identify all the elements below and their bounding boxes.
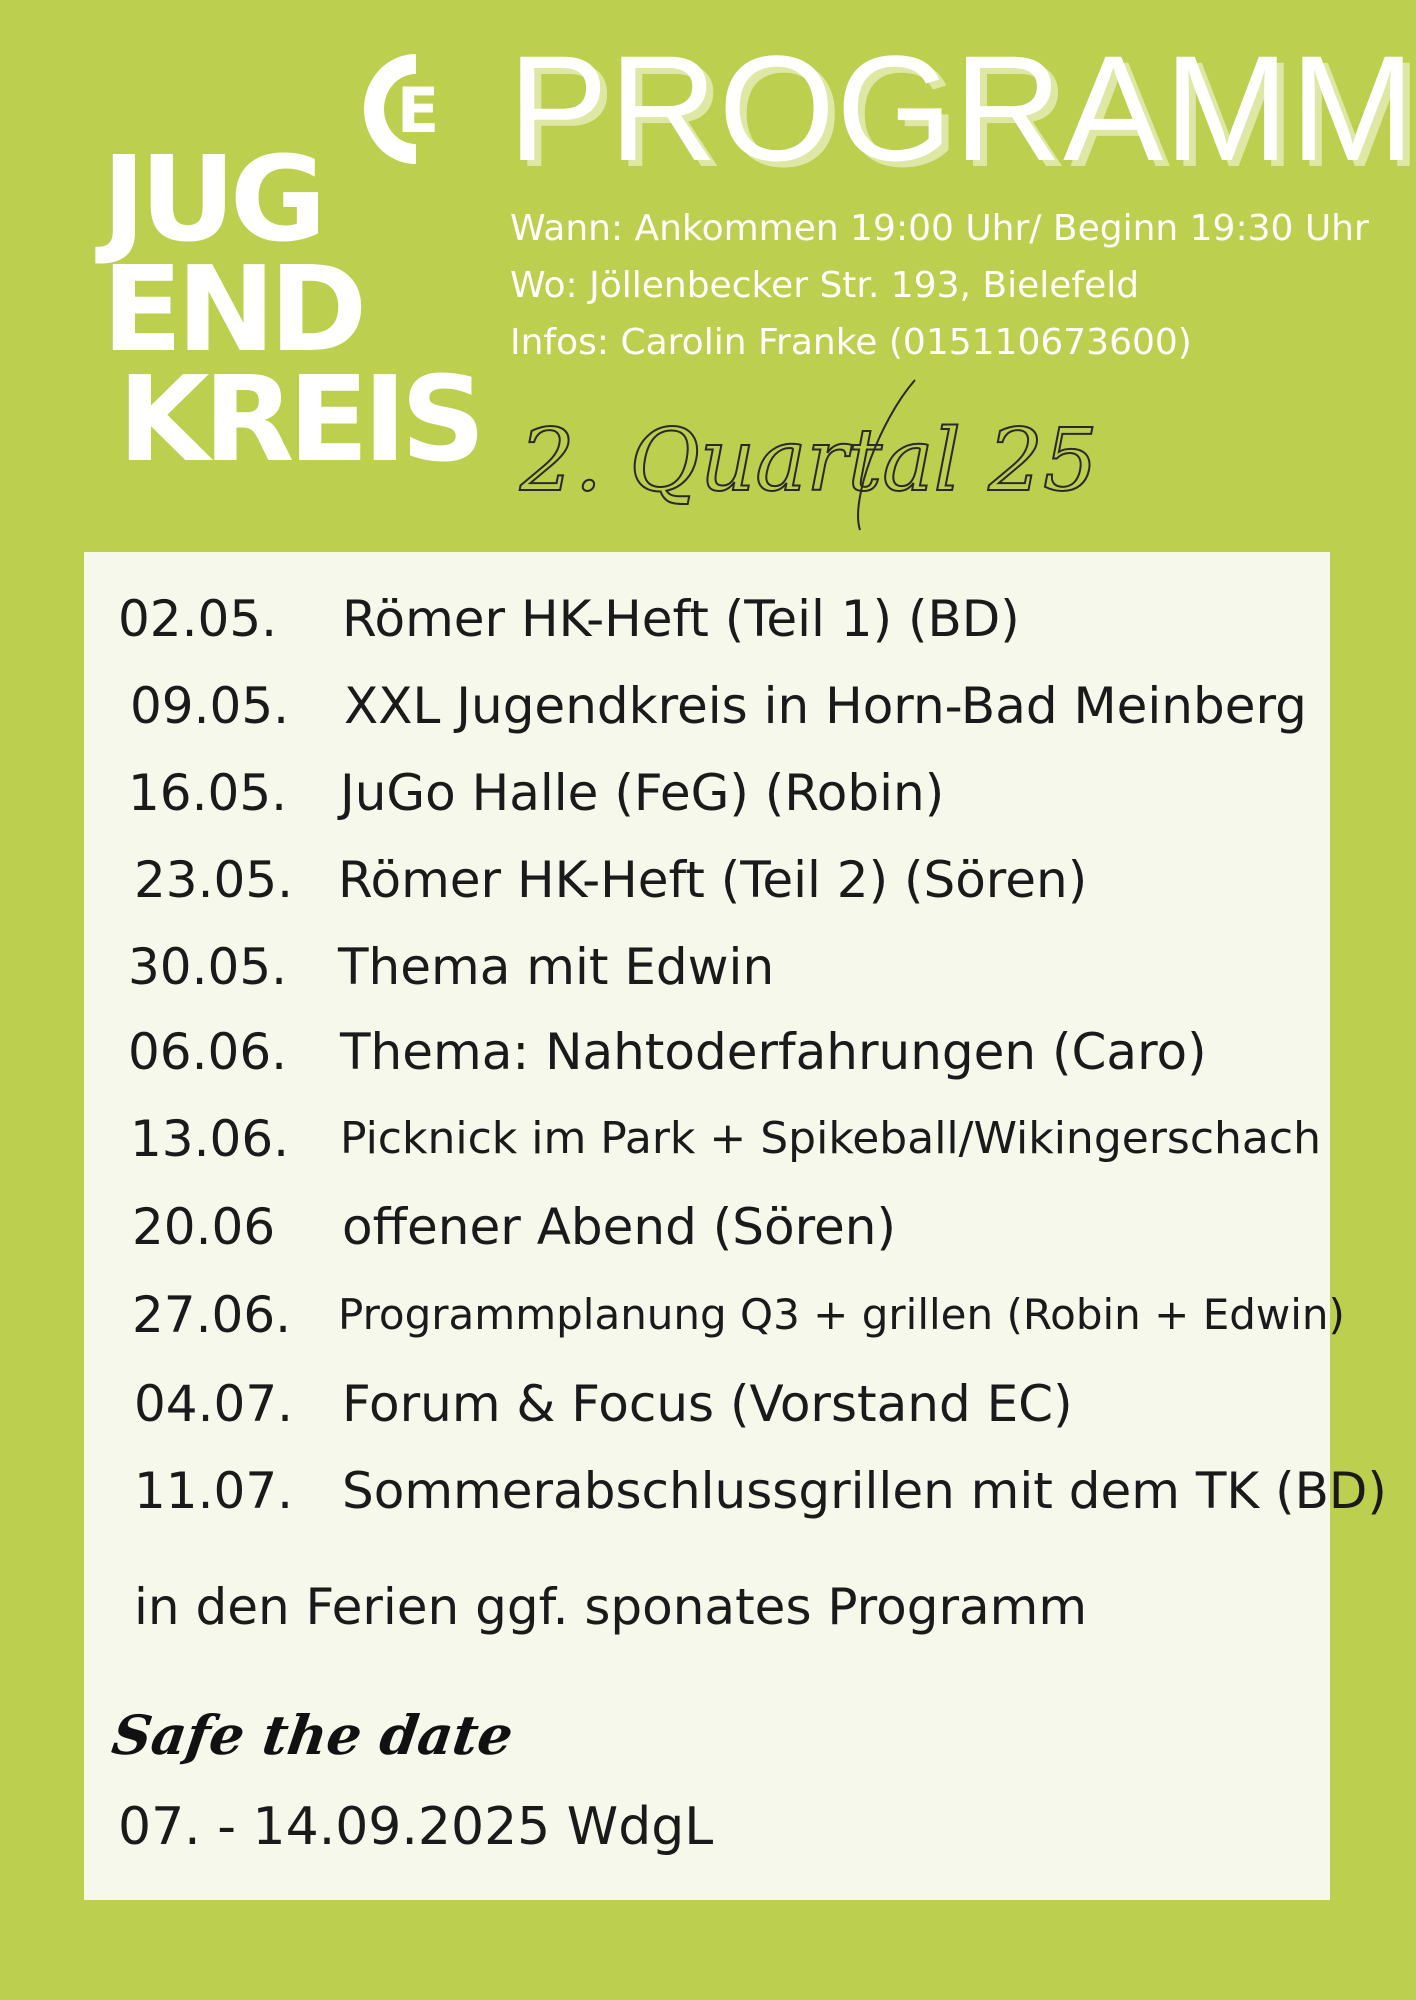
schedule-event: Sommerabschlussgrillen mit dem TK (BD)	[342, 1462, 1387, 1520]
save-the-date-label: Safe the date	[108, 1703, 517, 1767]
schedule-date: 11.07.	[134, 1462, 294, 1520]
brand-line-1: JUG	[102, 130, 321, 268]
save-the-date-heading	[108, 1684, 517, 1784]
schedule-event: Forum & Focus (Vorstand EC)	[342, 1375, 1073, 1433]
schedule-date: 27.06.	[132, 1286, 292, 1344]
schedule-date: 30.05.	[128, 938, 288, 996]
schedule-event: XXL Jugendkreis in Horn-Bad Meinberg	[344, 677, 1307, 735]
schedule-date: 04.07.	[134, 1375, 294, 1433]
event-info	[510, 200, 1369, 371]
schedule-event: Thema: Nahtoderfahrungen (Caro)	[340, 1023, 1207, 1081]
schedule-date: 06.06.	[128, 1023, 288, 1081]
info-when: Wann: Ankommen 19:00 Uhr/ Beginn 19:30 Uhr	[510, 208, 1369, 249]
save-the-date-dates: 07. - 14.09.2025 WdgL	[118, 1797, 714, 1857]
schedule-event: Programmplanung Q3 + grillen (Robin + Edwin)	[338, 1290, 1345, 1339]
schedule-event: Picknick im Park + Spikeball/Wikingerschach	[340, 1113, 1321, 1164]
schedule-date: 09.05.	[130, 677, 290, 735]
schedule-date: 13.06.	[130, 1110, 290, 1168]
schedule-date: 02.05.	[118, 590, 278, 648]
ec-logo-letter: E	[396, 74, 440, 147]
page-title: PROGRAMM	[508, 24, 1416, 192]
schedule-event: Römer HK-Heft (Teil 2) (Sören)	[338, 851, 1088, 909]
ec-logo-icon	[356, 44, 476, 174]
brand-line-3: KREIS	[118, 350, 480, 488]
quarter-text: 2. Quartal 25	[520, 411, 1098, 511]
schedule-event: JuGo Halle (FeG) (Robin)	[340, 764, 945, 822]
holiday-note: in den Ferien ggf. sponates Programm	[134, 1578, 1088, 1636]
schedule-event: Römer HK-Heft (Teil 1) (BD)	[342, 590, 1020, 648]
schedule-date: 16.05.	[128, 764, 288, 822]
schedule-card	[84, 552, 1387, 1900]
schedule-date: 20.06	[132, 1198, 276, 1256]
info-contact: Infos: Carolin Franke (015110673600)	[510, 322, 1192, 363]
info-where: Wo: Jöllenbecker Str. 193, Bielefeld	[510, 265, 1140, 306]
schedule-event: Thema mit Edwin	[338, 938, 775, 996]
schedule-date: 23.05.	[134, 851, 294, 909]
quarter-label	[520, 380, 1220, 540]
brand-line-2: END	[102, 240, 362, 378]
schedule-event: offener Abend (Sören)	[342, 1198, 896, 1256]
